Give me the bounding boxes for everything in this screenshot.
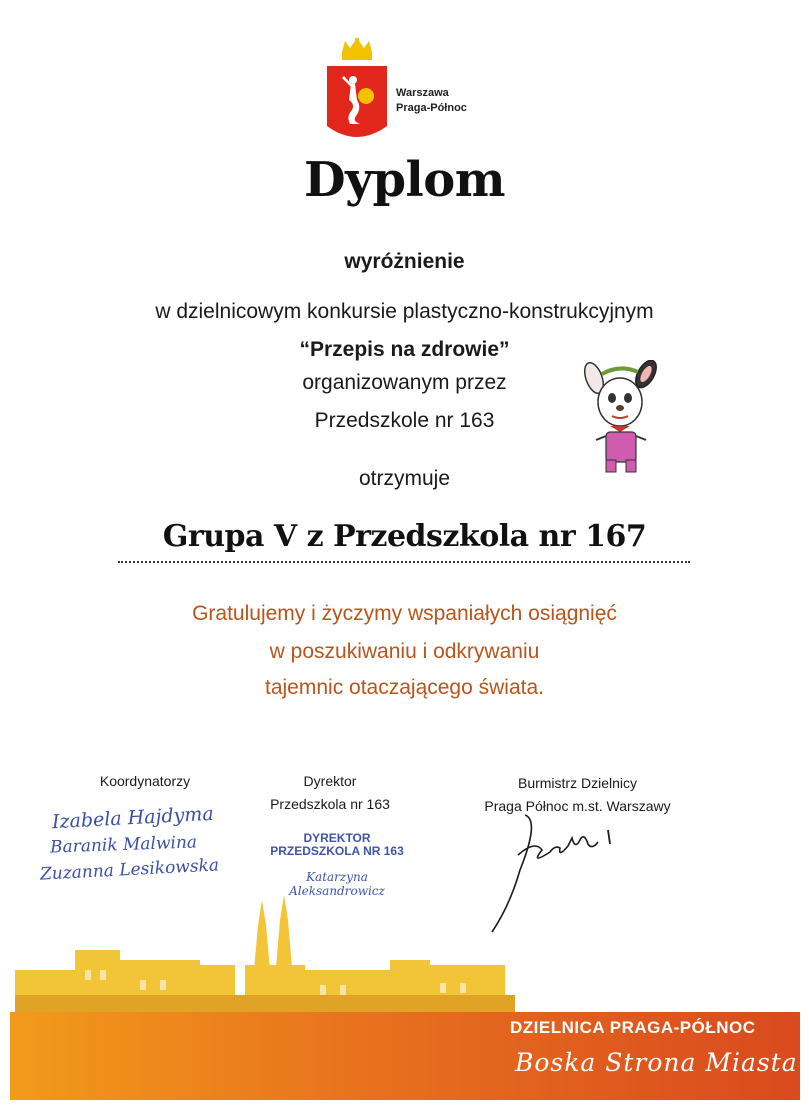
logo-district: Praga-Północ (396, 102, 467, 114)
organizer-name: Przedszkole nr 163 (314, 409, 495, 432)
contest-description: w dzielnicowym konkursie plastyczno-konstrukcyjnym (155, 300, 654, 323)
warsaw-crest-logo (322, 38, 392, 148)
coordinator-signature-3: Zuzanna Lesikowska (39, 855, 220, 885)
stamp-line-2: PRZEDSZKOLA NR 163 (270, 844, 404, 858)
receives-text: otrzymuje (358, 467, 451, 490)
bunny-mascot-drawing (580, 360, 660, 478)
stamp-line-1: DYREKTOR (303, 831, 371, 845)
coordinator-signature-1: Izabela Hajdyma (51, 802, 215, 834)
district-name: DZIELNICA PRAGA-PÓŁNOC (510, 1018, 756, 1037)
contest-name: “Przepis na zdrowie” (299, 338, 510, 361)
director-label (250, 770, 410, 816)
recipient-name: Grupa V z Przedszkola nr 167 (162, 519, 647, 554)
crown-icon (342, 38, 372, 60)
organizer-intro: organizowanym przez (302, 371, 507, 394)
coordinators-label-text: Koordynatorzy (99, 773, 191, 789)
logo-city: Warszawa (396, 87, 449, 99)
director-name-stamp: Katarzyna Aleksandrowicz (289, 870, 385, 898)
award-type: wyróżnienie (344, 250, 465, 273)
wish-line-3: tajemnic otaczającego świata. (265, 676, 544, 699)
director-stamp (262, 832, 412, 858)
wish-line-1: Gratulujemy i życzymy wspaniałych osiągnięć (192, 602, 617, 625)
wish-line-2: w poszukiwaniu i odkrywaniu (269, 640, 540, 663)
director-title: Dyrektor (303, 773, 357, 789)
district-slogan: Boska Strona Miasta (515, 1048, 798, 1077)
mayor-title: Burmistrz Dzielnicy (517, 775, 637, 791)
recipient-dotted-line (118, 560, 690, 563)
logo-text (396, 86, 467, 116)
director-institution: Przedszkola nr 163 (270, 796, 390, 812)
coordinators-label (60, 770, 230, 793)
coordinator-signature-2: Baranik Malwina (49, 832, 198, 858)
diploma-title: Dyplom (303, 152, 506, 208)
mayor-district: Praga Północ m.st. Warszawy (484, 798, 671, 814)
